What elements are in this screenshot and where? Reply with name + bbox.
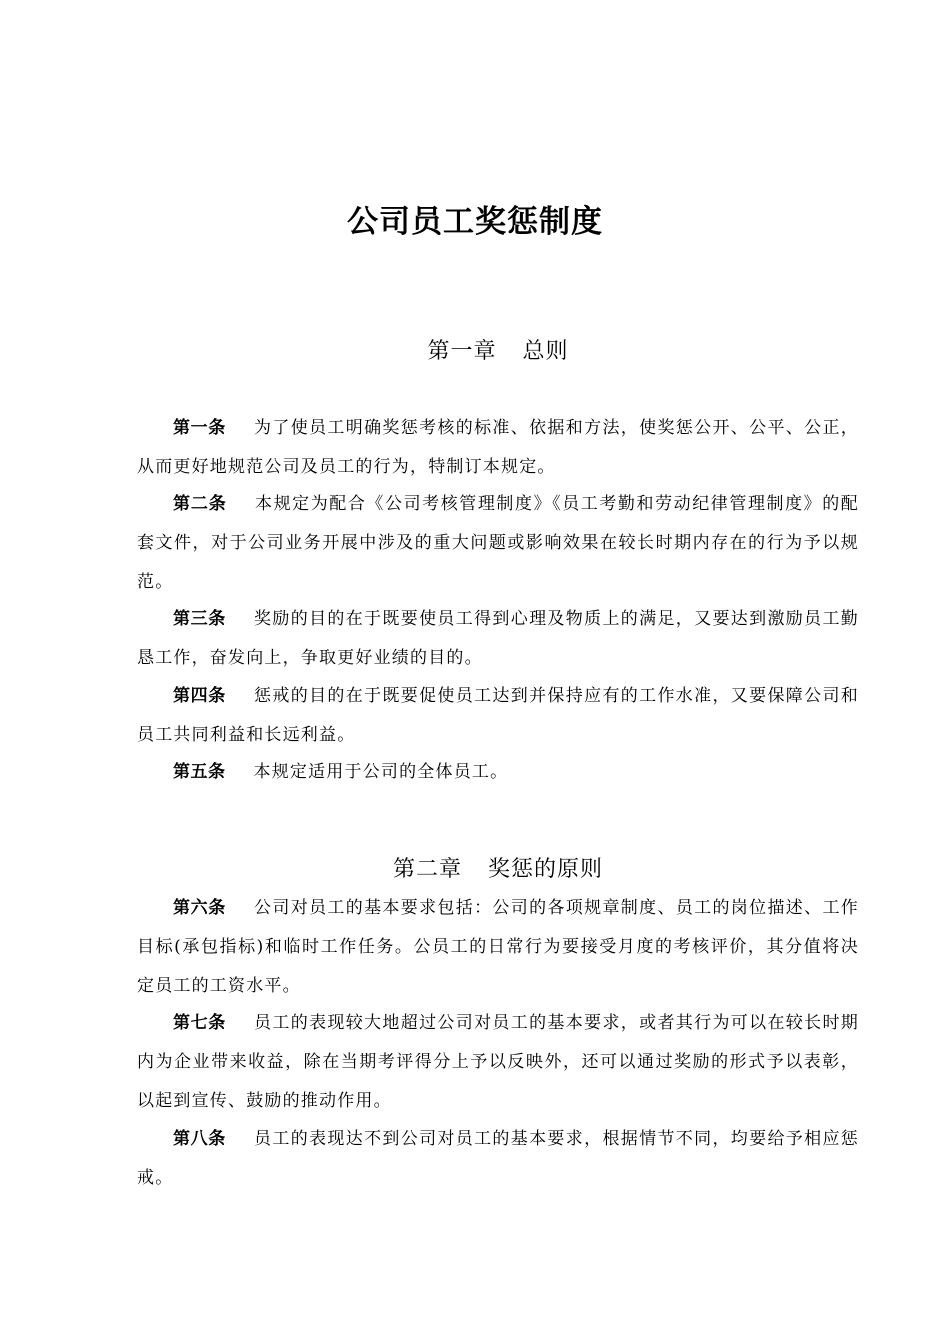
chapter-name: 奖惩的原则 (488, 857, 604, 882)
article-text: 本规定适用于公司的全体员工。 (253, 762, 509, 782)
article-text: 本规定为配合《公司考核管理制度》《员工考勤和劳动纪律管理制度》的配套文件，对于公司业务开展中涉及的重大问题或影响效果在较长时期内存在的行为予以规范。 (137, 494, 859, 592)
document-title: 公司员工奖惩制度 (347, 204, 603, 240)
article-text: 员工的表现较大地超过公司对员工的基本要求，或者其行为可以在较长时期内为企业带来收益，除在当期考评得分上予以反映外，还可以通过奖励的形式予以表彰，以起到宣传、鼓励的推动作用。 (137, 1013, 860, 1111)
article-1 (137, 409, 859, 487)
article-3 (137, 600, 859, 678)
chapter-number: 第一章 (427, 339, 497, 364)
article-5 (137, 753, 859, 792)
article-label: 第五条 (173, 762, 226, 782)
article-text: 公司对员工的基本要求包括：公司的各项规章制度、员工的岗位描述、工作目标(承包指标)和临时工作任务。公员工的日常行为要接受月度的考核评价，其分值将决定员工的工资水平。 (137, 898, 860, 996)
article-text: 奖励的目的在于既要使员工得到心理及物质上的满足，又要达到激励员工勤恳工作，奋发向上，争取更好业绩的目的。 (137, 609, 860, 668)
article-label: 第四条 (173, 686, 226, 706)
article-label: 第一条 (173, 418, 226, 438)
article-label: 第七条 (173, 1013, 226, 1033)
article-label: 第三条 (173, 609, 226, 629)
chapter-name: 总则 (522, 339, 569, 364)
chapter-number: 第二章 (392, 857, 462, 882)
article-text: 员工的表现达不到公司对员工的基本要求，根据情节不同，均要给予相应惩戒。 (137, 1129, 860, 1188)
chapter-title-1 (0, 334, 950, 365)
article-label: 第二条 (173, 494, 227, 514)
article-4 (137, 677, 859, 755)
article-label: 第八条 (173, 1129, 226, 1149)
article-text: 为了使员工明确奖惩考核的标准、依据和方法，使奖惩公开、公平、公正，从而更好地规范公司及员工的行为，特制订本规定。 (137, 418, 860, 477)
article-7 (137, 1004, 859, 1121)
chapter-title-2 (0, 852, 950, 883)
article-8 (137, 1120, 859, 1198)
article-label: 第六条 (173, 898, 226, 918)
article-2 (137, 485, 859, 602)
article-6 (137, 889, 859, 1006)
article-text: 惩戒的目的在于既要促使员工达到并保持应有的工作水准，又要保障公司和员工共同利益和长远利益。 (137, 686, 860, 745)
